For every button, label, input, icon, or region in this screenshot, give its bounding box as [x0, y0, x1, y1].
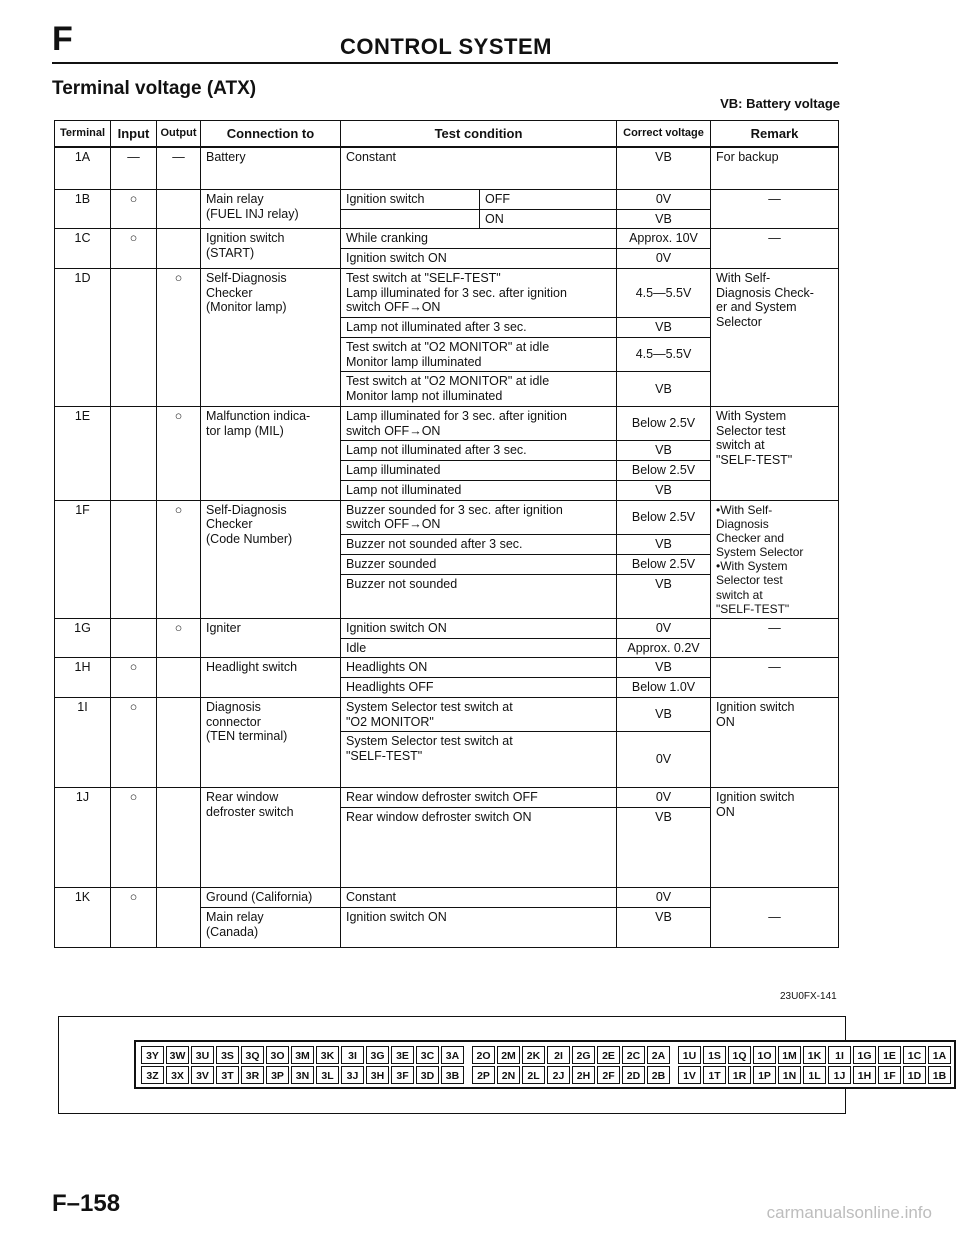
- voltage-cell: 0V: [617, 888, 711, 908]
- connector-pin: 3C: [416, 1046, 439, 1064]
- connector-pin: 2B: [647, 1066, 670, 1084]
- connector-pin: 3G: [366, 1046, 389, 1064]
- header-output: Output: [157, 121, 201, 148]
- header-remark: Remark: [711, 121, 839, 148]
- connector-pin: 1V: [678, 1066, 701, 1084]
- connector-pin: 1U: [678, 1046, 701, 1064]
- connector-top-row: [140, 1045, 952, 1065]
- connector-pin: 2A: [647, 1046, 670, 1064]
- voltage-cell: VB: [617, 535, 711, 555]
- output-cell: ○: [157, 618, 201, 658]
- connector-pin: 1Q: [728, 1046, 751, 1064]
- output-cell: —: [157, 147, 201, 189]
- connector-pin: 3A: [441, 1046, 464, 1064]
- voltage-cell: VB: [617, 480, 711, 500]
- remark-cell: Ignition switch ON: [711, 697, 839, 788]
- connector-pin: 2F: [597, 1066, 620, 1084]
- header-terminal: Terminal: [55, 121, 111, 148]
- connector-pin: 3H: [366, 1066, 389, 1084]
- test-cell: Buzzer sounded: [341, 555, 617, 575]
- voltage-cell: Below 2.5V: [617, 555, 711, 575]
- connector-pin: 1E: [878, 1046, 901, 1064]
- connector-pin: 1O: [753, 1046, 776, 1064]
- section-letter: F: [52, 20, 73, 58]
- connector-pin: 1D: [903, 1066, 926, 1084]
- test-option-cell: ON: [479, 210, 616, 229]
- remark-cell: —: [711, 888, 839, 948]
- connector-pin: 3M: [291, 1046, 314, 1064]
- voltage-cell: VB: [617, 574, 711, 618]
- test-cell: Headlights OFF: [341, 678, 617, 698]
- voltage-cell: 4.5—5.5V: [617, 268, 711, 317]
- remark-cell: —: [711, 189, 839, 229]
- connection-cell: Main relay (Canada): [201, 907, 341, 947]
- output-cell: ○: [157, 406, 201, 500]
- test-cell: Ignition switch: [346, 191, 425, 206]
- connector-pin: 3B: [441, 1066, 464, 1084]
- terminal-cell: 1A: [55, 147, 111, 189]
- voltage-cell: Below 2.5V: [617, 461, 711, 481]
- input-cell: ○: [111, 888, 157, 948]
- voltage-cell: 0V: [617, 788, 711, 808]
- test-option-cell: OFF: [479, 190, 616, 209]
- voltage-cell: Approx. 10V: [617, 229, 711, 249]
- watermark: carmanualsonline.info: [766, 1203, 932, 1222]
- connector-pin: 1P: [753, 1066, 776, 1084]
- connector-pin: 2I: [547, 1046, 570, 1064]
- remark-cell: —: [711, 618, 839, 658]
- test-cell: Ignition switch ON: [341, 249, 617, 269]
- connector-pin: 2H: [572, 1066, 595, 1084]
- test-cell: Rear window defroster switch OFF: [341, 788, 617, 808]
- connector-pin: 1N: [778, 1066, 801, 1084]
- voltage-cell: Below 2.5V: [617, 406, 711, 441]
- connector-pin: 1B: [928, 1066, 951, 1084]
- test-cell: Buzzer not sounded: [341, 574, 617, 618]
- ecu-connector-diagram: [134, 1040, 956, 1089]
- connector-pin: 1A: [928, 1046, 951, 1064]
- test-cell: While cranking: [341, 229, 617, 249]
- terminal-cell: 1B: [55, 189, 111, 229]
- input-cell: ○: [111, 697, 157, 788]
- connector-pin: 3P: [266, 1066, 289, 1084]
- section-title: CONTROL SYSTEM: [340, 34, 552, 59]
- connection-cell: Self-Diagnosis Checker (Code Number): [201, 500, 341, 618]
- test-cell: Lamp not illuminated after 3 sec.: [341, 441, 617, 461]
- connector-pin: 1R: [728, 1066, 751, 1084]
- connector-pin: 1K: [803, 1046, 826, 1064]
- header-test-condition: Test condition: [341, 121, 617, 148]
- terminal-cell: 1I: [55, 697, 111, 788]
- table-row: [55, 189, 839, 209]
- voltage-cell: VB: [617, 441, 711, 461]
- connection-cell: Ground (California): [201, 888, 341, 908]
- connector-pin: 1G: [853, 1046, 876, 1064]
- connector-pin: 3F: [391, 1066, 414, 1084]
- connection-cell: Malfunction indica- tor lamp (MIL): [201, 406, 341, 500]
- input-cell: ○: [111, 189, 157, 229]
- terminal-cell: 1K: [55, 888, 111, 948]
- output-cell: [157, 888, 201, 948]
- connector-pin: 3K: [316, 1046, 339, 1064]
- connector-pin: 3W: [166, 1046, 189, 1064]
- terminal-cell: 1G: [55, 618, 111, 658]
- remark-cell: With Self- Diagnosis Check- er and System Selector: [711, 268, 839, 406]
- connector-pin: 1M: [778, 1046, 801, 1064]
- connector-pin: 2C: [622, 1046, 645, 1064]
- connector-pin: 3E: [391, 1046, 414, 1064]
- input-cell: [111, 406, 157, 500]
- output-cell: [157, 788, 201, 888]
- connector-pin: 1I: [828, 1046, 851, 1064]
- output-cell: [157, 189, 201, 229]
- output-cell: [157, 697, 201, 788]
- connector-pin: 1T: [703, 1066, 726, 1084]
- connector-pin: 3J: [341, 1066, 364, 1084]
- table-header-row: [55, 121, 839, 148]
- remark-cell: For backup: [711, 147, 839, 189]
- test-cell: Buzzer sounded for 3 sec. after ignition switch OFF→ON: [341, 500, 617, 535]
- test-cell: Headlights ON: [341, 658, 617, 678]
- connector-bottom-row: [140, 1065, 952, 1085]
- voltage-cell: Below 1.0V: [617, 678, 711, 698]
- connector-pin: 1C: [903, 1046, 926, 1064]
- remark-cell: With System Selector test switch at "SELF-TEST": [711, 406, 839, 500]
- output-cell: [157, 658, 201, 698]
- connector-pin: 2K: [522, 1046, 545, 1064]
- test-cell: Constant: [341, 888, 617, 908]
- connector-pin: 3O: [266, 1046, 289, 1064]
- table-row: [55, 268, 839, 317]
- test-cell: System Selector test switch at "O2 MONITOR": [341, 697, 617, 732]
- connection-cell: Headlight switch: [201, 658, 341, 698]
- terminal-voltage-table: [54, 120, 839, 948]
- remark-cell: Ignition switch ON: [711, 788, 839, 888]
- voltage-cell: VB: [617, 209, 711, 229]
- input-cell: —: [111, 147, 157, 189]
- voltage-cell: VB: [617, 697, 711, 732]
- connector-pin: 2G: [572, 1046, 595, 1064]
- connector-pin: 3I: [341, 1046, 364, 1064]
- table-row: [55, 788, 839, 808]
- connector-pin: 3Y: [141, 1046, 164, 1064]
- header-correct-voltage: Correct voltage: [617, 121, 711, 148]
- voltage-cell: 0V: [617, 189, 711, 209]
- header-rule: [52, 62, 838, 64]
- table-row: [55, 697, 839, 732]
- table-row: [55, 500, 839, 535]
- connector-pin: 2J: [547, 1066, 570, 1084]
- connection-cell: Ignition switch (START): [201, 229, 341, 269]
- input-cell: [111, 618, 157, 658]
- connector-pin: 2P: [472, 1066, 495, 1084]
- terminal-cell: 1E: [55, 406, 111, 500]
- test-cell: Lamp illuminated: [341, 461, 617, 481]
- test-cell: Lamp illuminated for 3 sec. after ignition switch OFF→ON: [341, 406, 617, 441]
- figure-code: 23U0FX-141: [780, 991, 837, 1002]
- test-cell-sub: [341, 189, 617, 209]
- connector-pin: 1J: [828, 1066, 851, 1084]
- terminal-cell: 1J: [55, 788, 111, 888]
- voltage-cell: VB: [617, 907, 711, 947]
- output-cell: ○: [157, 268, 201, 406]
- connector-pin: 2E: [597, 1046, 620, 1064]
- input-cell: ○: [111, 658, 157, 698]
- voltage-cell: Below 2.5V: [617, 500, 711, 535]
- voltage-cell: VB: [617, 658, 711, 678]
- connection-cell: Diagnosis connector (TEN terminal): [201, 697, 341, 788]
- terminal-cell: 1H: [55, 658, 111, 698]
- connection-cell: Main relay (FUEL INJ relay): [201, 189, 341, 229]
- voltage-cell: Approx. 0.2V: [617, 638, 711, 658]
- connector-pin: 3L: [316, 1066, 339, 1084]
- voltage-cell: VB: [617, 147, 711, 189]
- connector-pin: 3N: [291, 1066, 314, 1084]
- voltage-cell: 4.5—5.5V: [617, 337, 711, 372]
- connector-pin: 1F: [878, 1066, 901, 1084]
- remark-cell: •With Self- Diagnosis Checker and System Selector •With System Selector test switch at "SELF-TEST": [711, 500, 839, 618]
- test-cell: System Selector test switch at "SELF-TEST": [341, 732, 617, 788]
- terminal-cell: 1F: [55, 500, 111, 618]
- connector-pin: 2O: [472, 1046, 495, 1064]
- table-row: [55, 406, 839, 441]
- connection-cell: Rear window defroster switch: [201, 788, 341, 888]
- connector-pin: 3T: [216, 1066, 239, 1084]
- voltage-cell: VB: [617, 318, 711, 338]
- voltage-cell: VB: [617, 808, 711, 888]
- connector-pin: 3X: [166, 1066, 189, 1084]
- voltage-cell: 0V: [617, 732, 711, 788]
- connector-pin: 1H: [853, 1066, 876, 1084]
- page-number: F–158: [52, 1190, 121, 1217]
- input-cell: [111, 268, 157, 406]
- remark-cell: —: [711, 229, 839, 269]
- connector-pin: 3Q: [241, 1046, 264, 1064]
- connector-pin: 3U: [191, 1046, 214, 1064]
- test-cell: Lamp not illuminated: [341, 480, 617, 500]
- test-cell: Rear window defroster switch ON: [341, 808, 617, 888]
- test-cell-sub: [341, 209, 617, 229]
- table-row: [55, 658, 839, 678]
- voltage-cell: 0V: [617, 249, 711, 269]
- remark-cell: —: [711, 658, 839, 698]
- terminal-cell: 1C: [55, 229, 111, 269]
- table-row: [55, 618, 839, 638]
- connector-pin: 3S: [216, 1046, 239, 1064]
- test-cell: Test switch at "SELF-TEST" Lamp illuminated for 3 sec. after ignition switch OFF→ON: [341, 268, 617, 317]
- table-row: [55, 888, 839, 908]
- connector-pin: 2N: [497, 1066, 520, 1084]
- input-cell: ○: [111, 229, 157, 269]
- test-cell: Test switch at "O2 MONITOR" at idle Monitor lamp not illuminated: [341, 372, 617, 407]
- page-title: Terminal voltage (ATX): [52, 78, 257, 99]
- test-cell: Idle: [341, 638, 617, 658]
- vb-note: VB: Battery voltage: [720, 96, 840, 111]
- terminal-cell: 1D: [55, 268, 111, 406]
- connector-pin: 3R: [241, 1066, 264, 1084]
- header-connection: Connection to: [201, 121, 341, 148]
- voltage-cell: 0V: [617, 618, 711, 638]
- connection-cell: Self-Diagnosis Checker (Monitor lamp): [201, 268, 341, 406]
- test-cell: Ignition switch ON: [341, 907, 617, 947]
- header-input: Input: [111, 121, 157, 148]
- input-cell: [111, 500, 157, 618]
- output-cell: [157, 229, 201, 269]
- connector-pin: 1S: [703, 1046, 726, 1064]
- connector-pin: 3D: [416, 1066, 439, 1084]
- connector-pin: 3Z: [141, 1066, 164, 1084]
- test-cell: Ignition switch ON: [341, 618, 617, 638]
- table-row: [55, 147, 839, 189]
- connector-pin: 2D: [622, 1066, 645, 1084]
- connector-pin: 1L: [803, 1066, 826, 1084]
- test-cell: Buzzer not sounded after 3 sec.: [341, 535, 617, 555]
- table-row: [55, 229, 839, 249]
- connector-pin: 2M: [497, 1046, 520, 1064]
- connector-pin: 2L: [522, 1066, 545, 1084]
- output-cell: ○: [157, 500, 201, 618]
- voltage-cell: VB: [617, 372, 711, 407]
- connection-cell: Battery: [201, 147, 341, 189]
- test-cell: Lamp not illuminated after 3 sec.: [341, 318, 617, 338]
- test-cell: Test switch at "O2 MONITOR" at idle Monitor lamp illuminated: [341, 337, 617, 372]
- test-cell: Constant: [341, 147, 617, 189]
- connector-pin: 3V: [191, 1066, 214, 1084]
- input-cell: ○: [111, 788, 157, 888]
- connection-cell: Igniter: [201, 618, 341, 658]
